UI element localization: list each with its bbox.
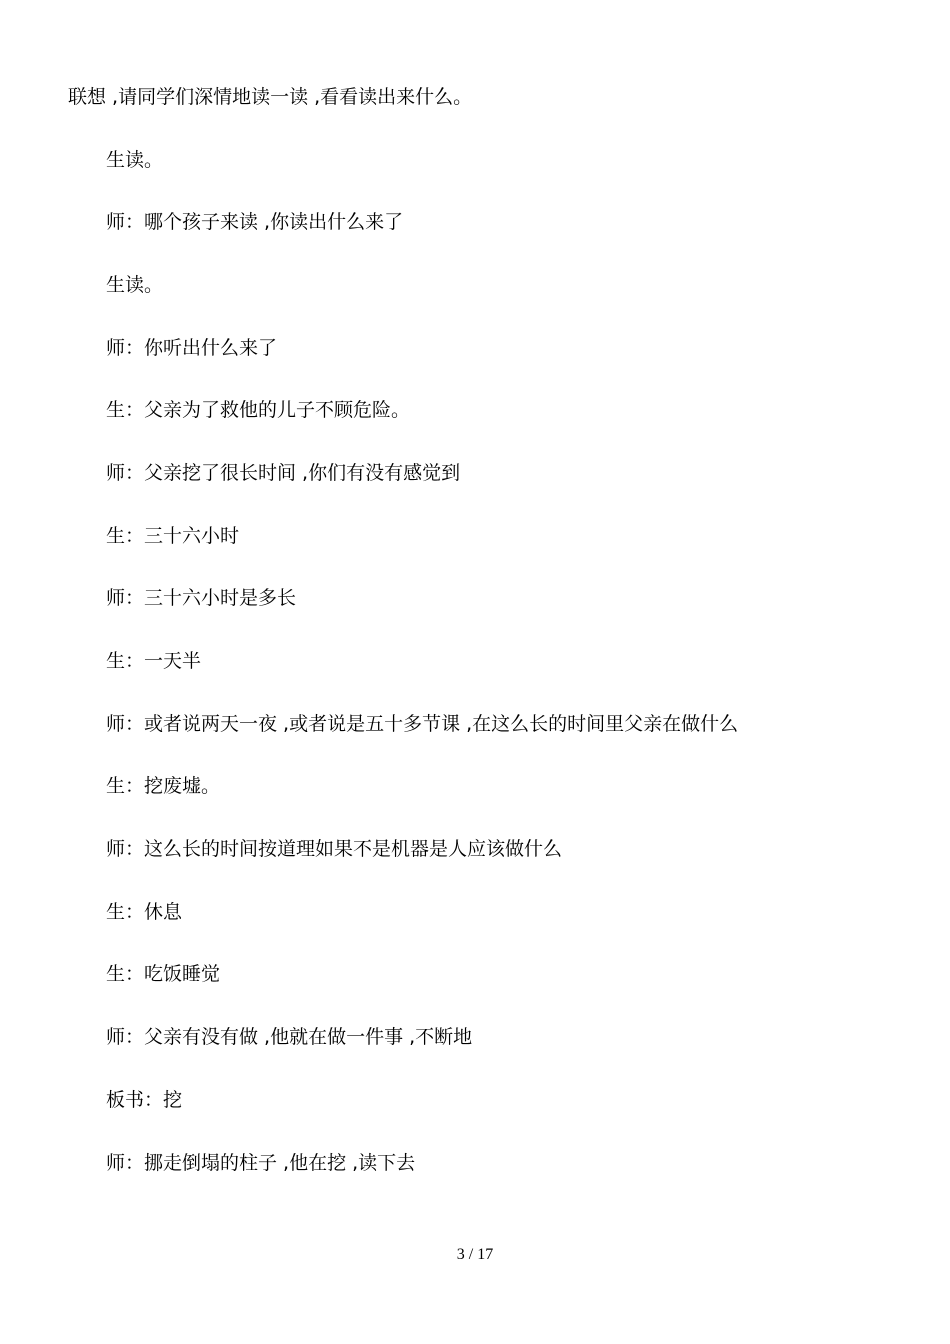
paragraph-line: 联想 ,请同学们深情地读一读 ,看看读出来什么。 <box>68 86 473 108</box>
paragraph-line: 生：父亲为了救他的儿子不顾危险。 <box>106 399 411 421</box>
paragraph-line: 师：你听出什么来了 <box>106 337 278 359</box>
paragraph-line: 生读。 <box>106 149 164 171</box>
paragraph-line: 师：哪个孩子来读 ,你读出什么来了 <box>106 211 404 233</box>
paragraph-line: 生读。 <box>106 274 164 296</box>
paragraph-line: 生：一天半 <box>106 650 202 672</box>
paragraph-line: 生：挖废墟。 <box>106 775 221 797</box>
paragraph-line: 板书：挖 <box>106 1089 183 1111</box>
paragraph-line: 师：挪走倒塌的柱子 ,他在挖 ,读下去 <box>106 1152 416 1174</box>
paragraph-line: 生：休息 <box>106 901 183 923</box>
page-number: 3 / 17 <box>456 1246 494 1263</box>
paragraph-line: 生：吃饭睡觉 <box>106 963 221 985</box>
paragraph-line: 师：父亲有没有做 ,他就在做一件事 ,不断地 <box>106 1026 473 1048</box>
paragraph-line: 师：父亲挖了很长时间 ,你们有没有感觉到 <box>106 462 461 484</box>
paragraph-line: 师：或者说两天一夜 ,或者说是五十多节课 ,在这么长的时间里父亲在做什么 <box>106 713 739 735</box>
paragraph-line: 师：这么长的时间按道理如果不是机器是人应该做什么 <box>106 838 563 860</box>
paragraph-line: 生：三十六小时 <box>106 525 240 547</box>
paragraph-line: 师：三十六小时是多长 <box>106 587 297 609</box>
